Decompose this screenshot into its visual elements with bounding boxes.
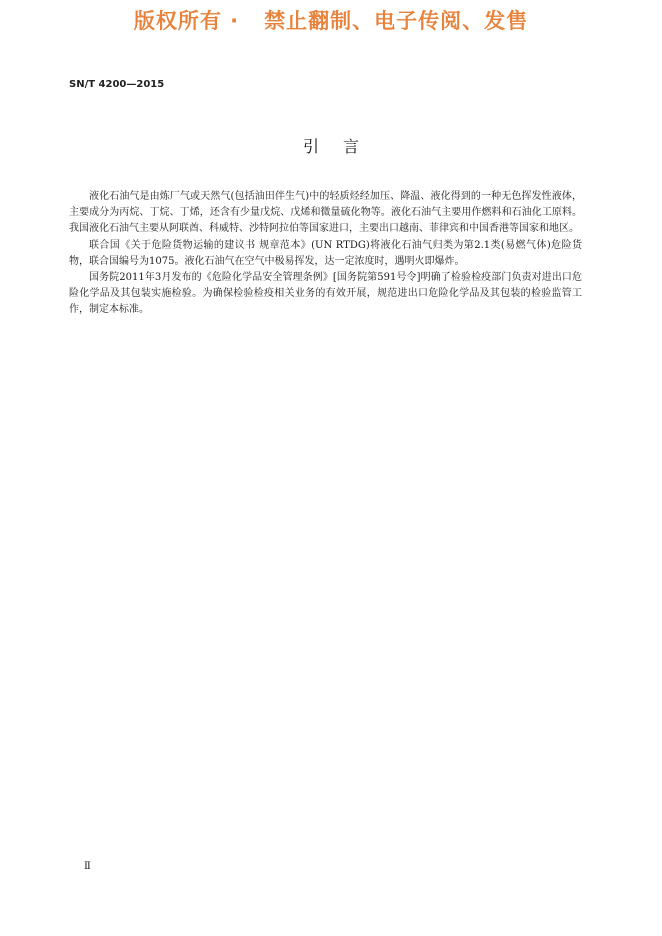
standard-code: SN/T 4200—2015 <box>69 79 165 90</box>
copyright-watermark: 版权所有 · 禁止翻制、电子传阅、发售 <box>133 9 529 33</box>
paragraph-1: 液化石油气是由炼厂气或天然气(包括油田伴生气)中的轻质烃经加压、降温、液化得到的一种无色挥发性液体，主要成分为丙烷、丁烷、丁烯，还含有少量戊烷、戊烯和微量硫化物等。液化石油气主要用作燃料和石油化工原料。我国液化石油气主要从阿联酋、科威特、沙特阿拉伯等国家进口，主要出口越南、菲律宾和中国香港等国家和地区。 <box>69 191 582 235</box>
paragraph-3: 国务院2011年3月发布的《危险化学品安全管理条例》[国务院第591号令]明确了检验检疫部门负责对进出口危险化学品及其包装实施检验。为确保检验检疫相关业务的有效开展，规范进出口危险化学品及其包装的检验监管工作，制定本标准。 <box>69 272 582 316</box>
section-title: 引言 <box>302 137 383 156</box>
body-text <box>69 189 582 319</box>
paragraph-2: 联合国《关于危险货物运输的建议书 规章范本》(UN RTDG)将液化石油气归类为第2.1类(易燃气体)危险货物，联合国编号为1075。液化石油气在空气中极易挥发，达一定浓度时，遇明火即爆炸。 <box>69 239 582 267</box>
page-number: Ⅱ <box>84 861 91 872</box>
